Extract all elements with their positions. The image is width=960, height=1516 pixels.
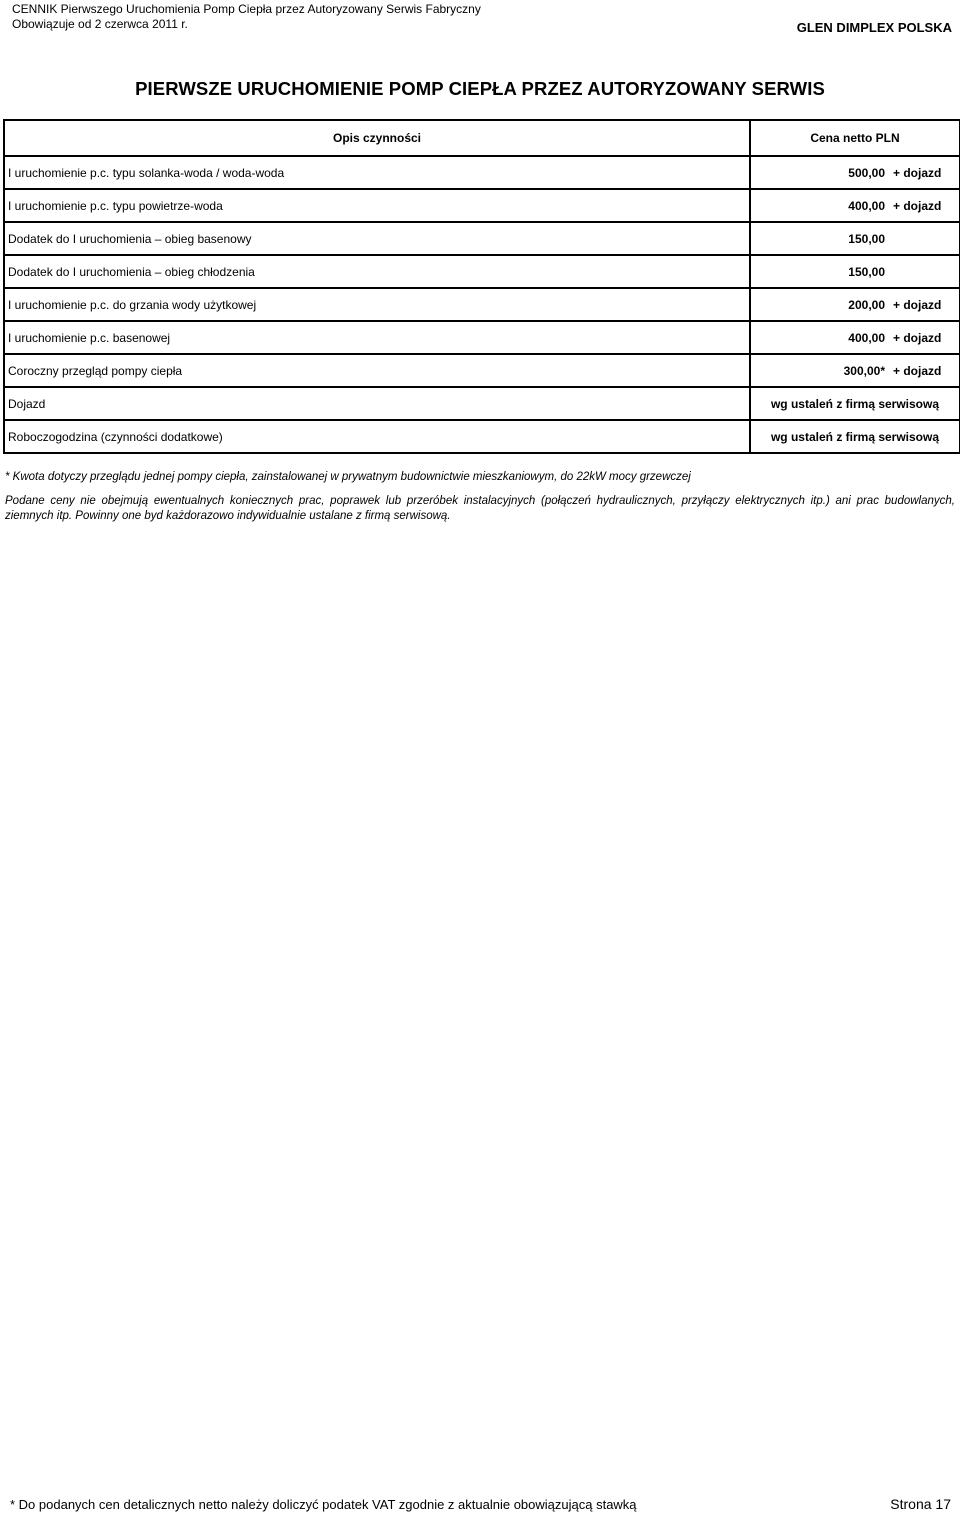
table-row: [4, 321, 960, 354]
price-suffix: + dojazd: [893, 165, 942, 180]
price-amount: 400,00: [848, 198, 885, 213]
header-line-1: CENNIK Pierwszego Uruchomienia Pomp Ciepła przez Autoryzowany Serwis Fabryczny: [12, 2, 481, 16]
table-row: [4, 255, 960, 288]
footnote-inspection: * Kwota dotyczy przeglądu jednej pompy ciepła, zainstalowanej w prywatnym budownictwie mieszkaniowym, do 22kW mocy grzewczej: [5, 471, 691, 483]
price-amount: 300,00*: [843, 363, 885, 378]
row-price: [750, 354, 960, 387]
table-row: [4, 288, 960, 321]
row-price: [750, 255, 960, 288]
row-description: Dodatek do I uruchomienia – obieg chłodzenia: [4, 255, 750, 288]
table-row: [4, 354, 960, 387]
row-price: [750, 321, 960, 354]
price-suffix: + dojazd: [893, 330, 942, 345]
row-description: I uruchomienie p.c. typu powietrze-woda: [4, 189, 750, 222]
table-row: [4, 420, 960, 453]
row-price: [750, 387, 960, 420]
row-description: I uruchomienie p.c. do grzania wody użytkowej: [4, 288, 750, 321]
row-description: Roboczogodzina (czynności dodatkowe): [4, 420, 750, 453]
table-header-row: [4, 120, 960, 156]
document-header: [12, 2, 481, 32]
header-line-2: Obowiązuje od 2 czerwca 2011 r.: [12, 17, 188, 31]
pricing-disclaimer: Podane ceny nie obejmują ewentualnych koniecznych prac, poprawek lub przeróbek instalacyjnych (połączeń hydraulicznych, przyłączy elektrycznych itp.) ani prac budowlanych, ziemnych itp. Powinny one byd każdorazowo indywidualnie ustalane z firmą serwisową.: [5, 495, 955, 522]
table-row: [4, 156, 960, 189]
row-price: [750, 288, 960, 321]
company-name: GLEN DIMPLEX POLSKA: [796, 20, 952, 35]
row-description: I uruchomienie p.c. typu solanka-woda / woda-woda: [4, 156, 750, 189]
price-amount: 400,00: [848, 330, 885, 345]
page-number: Strona 17: [890, 1496, 951, 1512]
column-header-description: Opis czynności: [4, 120, 750, 156]
price-arrangement: wg ustaleń z firmą serwisową: [770, 396, 940, 411]
price-arrangement: wg ustaleń z firmą serwisową: [770, 429, 940, 444]
vat-note: * Do podanych cen detalicznych netto należy doliczyć podatek VAT zgodnie z aktualnie obowiązującą stawką: [10, 1497, 637, 1512]
row-description: Coroczny przegląd pompy ciepła: [4, 354, 750, 387]
price-amount: 200,00: [848, 297, 885, 312]
row-price: [750, 420, 960, 453]
row-description: I uruchomienie p.c. basenowej: [4, 321, 750, 354]
price-amount: 150,00: [848, 231, 885, 246]
page-title: PIERWSZE URUCHOMIENIE POMP CIEPŁA PRZEZ AUTORYZOWANY SERWIS: [135, 78, 825, 99]
row-price: [750, 189, 960, 222]
price-amount: 150,00: [848, 264, 885, 279]
price-table: [3, 119, 960, 454]
row-price: [750, 222, 960, 255]
price-suffix: + dojazd: [893, 198, 942, 213]
price-suffix: + dojazd: [893, 363, 942, 378]
table-row: [4, 222, 960, 255]
row-description: Dojazd: [4, 387, 750, 420]
row-description: Dodatek do I uruchomienia – obieg basenowy: [4, 222, 750, 255]
table-row: [4, 189, 960, 222]
table-row: [4, 387, 960, 420]
column-header-price: Cena netto PLN: [750, 120, 960, 156]
price-amount: 500,00: [848, 165, 885, 180]
price-suffix: + dojazd: [893, 297, 942, 312]
row-price: [750, 156, 960, 189]
